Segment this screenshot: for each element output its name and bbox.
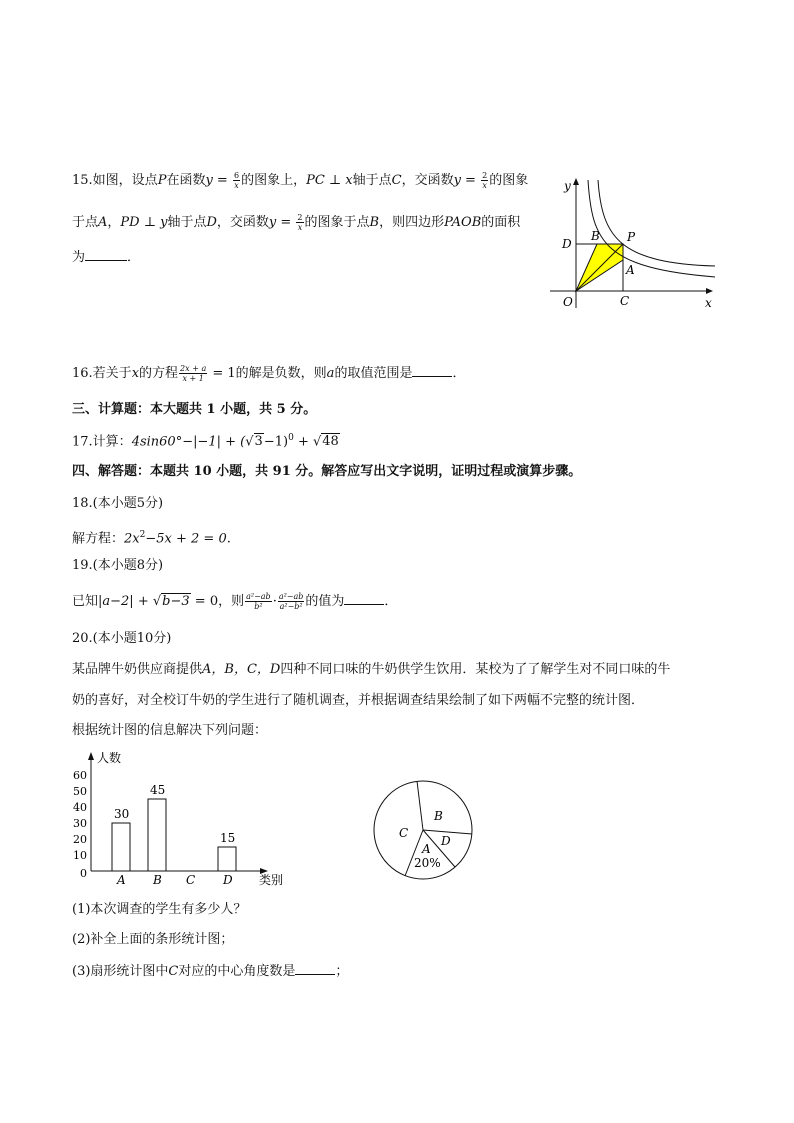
bar-data-label: 15 xyxy=(220,831,236,845)
answer-blank xyxy=(295,962,335,975)
y-tick-label: 0 xyxy=(80,867,87,880)
q18-line: 解方程：$2x^2-5x + 2 = 0$. xyxy=(72,530,231,547)
label-D: D xyxy=(562,237,572,251)
fraction-2-over-x: $\frac{2}{x}$ xyxy=(297,213,303,232)
bar-data-label: 30 xyxy=(114,807,130,821)
bar-chart xyxy=(60,748,300,893)
fraction-2: $\frac{\text{a²−ab}}{\text{a²−b²}}$ xyxy=(278,592,304,611)
label-x: x xyxy=(705,296,712,310)
q15-figure xyxy=(550,168,725,313)
q20-sub-2: (2)补全上面的条形统计图； xyxy=(72,932,234,947)
bar-data-label: 45 xyxy=(150,783,166,797)
y-axis-arrow xyxy=(573,178,579,185)
label-y: y xyxy=(564,179,571,193)
q20-heading: 20.(本小题10分) xyxy=(72,631,172,646)
bar-D xyxy=(218,847,236,871)
q15-line-1: 15.如图，设点P在函数y = $\frac{6}{x}$ 的图象上，PC ⊥ x轴于点C，交函数y = $\frac{2}{x}$ 的图象 xyxy=(72,171,529,190)
y-tick-label: 10 xyxy=(73,849,87,862)
bar-x-axis-label: 类别 xyxy=(259,873,284,887)
q17-line: 17.计算：$4\sin 60^\circ-|-1| + (√3-1)^0 + √48$ xyxy=(72,433,339,450)
pie-label-C: C xyxy=(399,826,409,840)
answer-blank xyxy=(85,248,127,261)
q20-paragraph-2: 奶的喜好，对全校订牛奶的学生进行了随机调查，并根据调查结果绘制了如下两幅不完整的统计图． xyxy=(72,693,645,708)
section-4-heading: 四、解答题：本题共 10 小题，共 91 分。解答应写出文字说明，证明过程或演算步骤。 xyxy=(72,464,582,479)
y-tick-label: 60 xyxy=(73,769,87,782)
q20-paragraph-3: 根据统计图的信息解决下列问题： xyxy=(72,723,268,738)
pie-label-A: A xyxy=(422,842,431,856)
label-A: A xyxy=(626,263,635,277)
bar-B xyxy=(148,799,166,871)
q20-paragraph-1: 某品牌牛奶供应商提供A，B，C，D四种不同口味的牛奶供学生饮用．某校为了了解学生对不同口味的牛 xyxy=(72,662,671,677)
q19-heading: 19.(本小题8分) xyxy=(72,558,164,573)
x-axis-arrow xyxy=(706,288,713,294)
pie-label-20-percent: 20% xyxy=(414,856,441,870)
q15-line-2: 于点A，PD ⊥ y轴于点D，交函数y = $\frac{2}{x}$ 的图象于点B，则四边形PAOB的面积 xyxy=(72,213,521,232)
y-tick-label: 30 xyxy=(73,817,87,830)
q18-heading: 18.(本小题5分) xyxy=(72,496,164,511)
x-tick-label: D xyxy=(223,873,233,887)
fraction-6-over-x: $\frac{6}{x}$ xyxy=(233,171,240,190)
pie-chart xyxy=(368,775,478,885)
pie-label-B: B xyxy=(434,809,443,823)
y-tick-label: 50 xyxy=(73,785,87,798)
q15-line-3: 为 ． xyxy=(72,250,141,265)
q19-line: 已知|a−2| + √b−3 = 0，则 $\frac{\text{a²−ab}}{\text{b²}}$ · $\frac{\text{a²−ab}}{\text{a²−b²}}$ 的值为 ． xyxy=(72,592,398,611)
pie-divider-1 xyxy=(417,781,423,830)
equation-fraction: $\frac{2x + a}{x + 1}$ xyxy=(180,364,207,383)
label-O: O xyxy=(563,295,573,309)
pie-label-D: D xyxy=(441,834,451,848)
label-P: P xyxy=(627,230,636,244)
label-B: B xyxy=(591,229,600,243)
x-tick-label: A xyxy=(117,873,126,887)
bar-y-axis-arrow xyxy=(88,752,94,760)
y-tick-label: 20 xyxy=(73,833,87,846)
section-3-heading: 三、计算题：本大题共 1 小题，共 5 分。 xyxy=(72,402,317,417)
label-C: C xyxy=(620,294,630,308)
y-tick-label: 40 xyxy=(73,801,87,814)
answer-blank xyxy=(412,364,452,377)
fraction-2-over-x: $\frac{2}{x}$ xyxy=(482,171,488,190)
q20-sub-1: (1)本次调查的学生有多少人？ xyxy=(72,902,247,917)
q16-line: 16.若关于x的方程 $\frac{2x + a}{x + 1}$ = 1的解是负数，则a的取值范围是 ． xyxy=(72,364,466,383)
fraction-1: $\frac{\text{a²−ab}}{\text{b²}}$ xyxy=(246,592,271,611)
x-tick-label: B xyxy=(153,873,162,887)
answer-blank xyxy=(344,592,384,605)
q20-sub-3: (3)扇形统计图中C对应的中心角度数是 ； xyxy=(72,964,349,979)
bar-y-axis-label: 人数 xyxy=(97,751,122,765)
bar-A xyxy=(112,823,130,871)
x-tick-label: C xyxy=(186,873,196,887)
